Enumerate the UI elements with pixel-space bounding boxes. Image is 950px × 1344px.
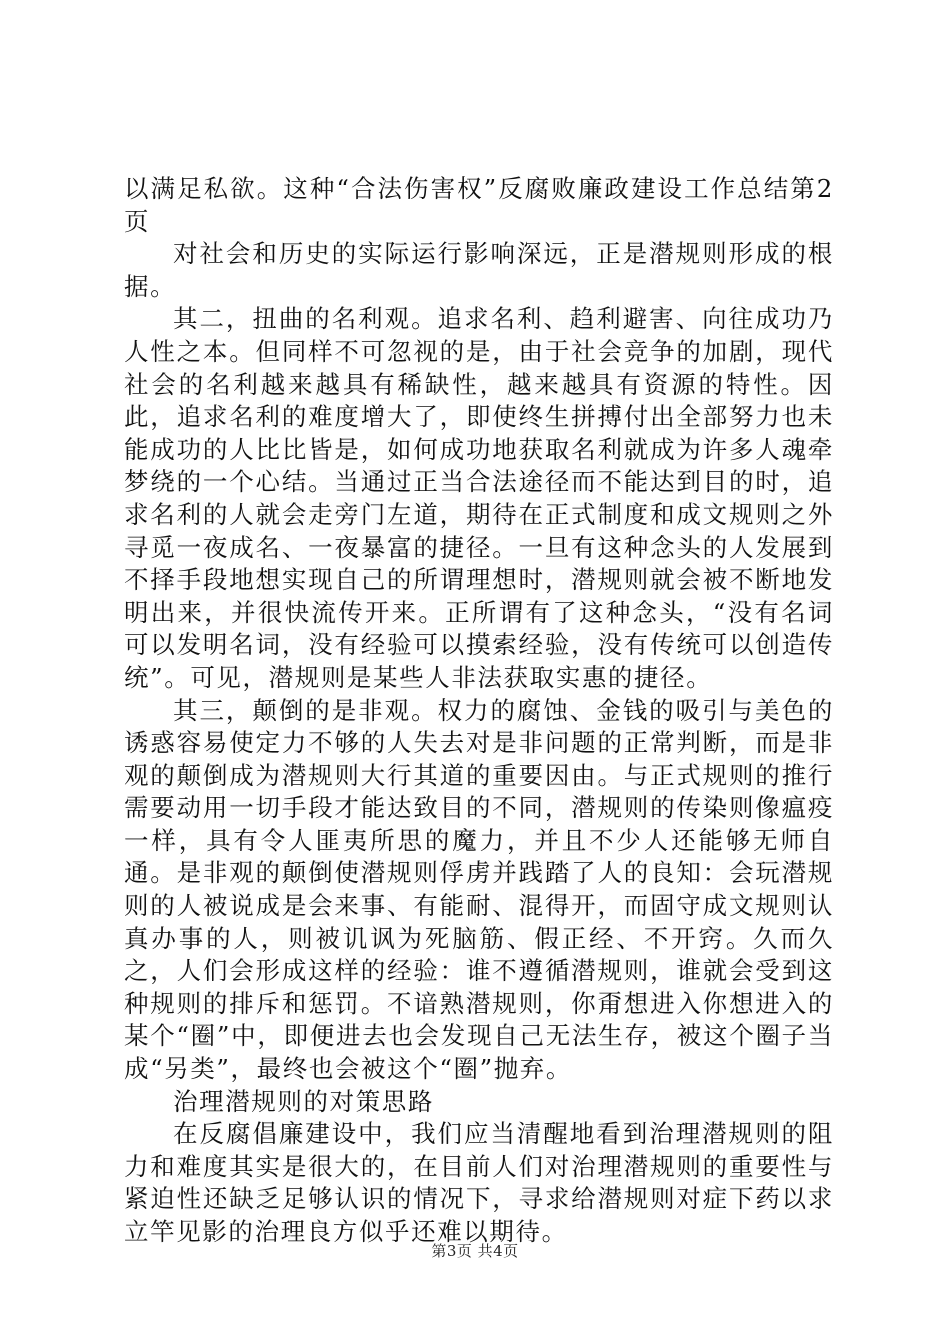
paragraph-2: 其二，扭曲的名利观。追求名利、趋利避害、向往成功乃人性之本。但同样不可忽视的是，由于社会竞争的加剧，现代社会的名利越来越具有稀缺性，越来越具有资源的特性。因此，追求名利的难度增大了，即使终生拼搏付出全部努力也未能成功的人比比皆是，如何成功地获取名利就成为许多人魂牵梦绕的一个心结。当通过正当合法途径而不能达到目的时，追求名利的人就会走旁门左道，期待在正式制度和成文规则之外寻觅一夜成名、一夜暴富的捷径。一旦有这种念头的人发展到不择手段地想实现自己的所谓理想时，潜规则就会被不断地发明出来，并很快流传开来。正所谓有了这种念头，“没有名词可以发明名词，没有经验可以摸索经验，没有传统可以创造传统”。可见，潜规则是某些人非法获取实惠的捷径。 xyxy=(124,304,834,692)
paragraph-3: 其三，颠倒的是非观。权力的腐蚀、金钱的吸引与美色的诱惑容易使定力不够的人失去对是非问题的正常判断，而是非观的颠倒成为潜规则大行其道的重要因由。与正式规则的推行需要动用一切手段才能达致目的不同，潜规则的传染则像瘟疫一样，具有令人匪夷所思的魔力，并且不少人还能够无师自通。是非观的颠倒使潜规则俘虏并践踏了人的良知：会玩潜规则的人被说成是会来事、有能耐、混得开，而固守成文规则认真办事的人，则被讥讽为死脑筋、假正经、不开窍。久而久之，人们会形成这样的经验：谁不遵循潜规则，谁就会受到这种规则的排斥和惩罚。不谙熟潜规则，你甭想进入你想进入的某个“圈”中，即便进去也会发现自己无法生存，被这个圈子当成“另类”，最终也会被这个“圈”抛弃。 xyxy=(124,695,834,1084)
section-heading: 治理潜规则的对策思路 xyxy=(173,1086,434,1116)
page-number-footer: 第3页 共4页 xyxy=(431,1242,519,1260)
document-body xyxy=(124,173,834,1249)
paragraph-4: 在反腐倡廉建设中，我们应当清醒地看到治理潜规则的阻力和难度其实是很大的，在目前人们对治理潜规则的重要性与紧迫性还缺乏足够认识的情况下，寻求给潜规则对症下药以求立竿见影的治理良方似乎还难以期待。 xyxy=(124,1119,834,1246)
paragraph-continuation: 以满足私欲。这种“合法伤害权”反腐败廉政建设工作总结第2页 xyxy=(124,174,834,236)
paragraph-1: 对社会和历史的实际运行影响深远，正是潜规则形成的根据。 xyxy=(124,239,834,301)
